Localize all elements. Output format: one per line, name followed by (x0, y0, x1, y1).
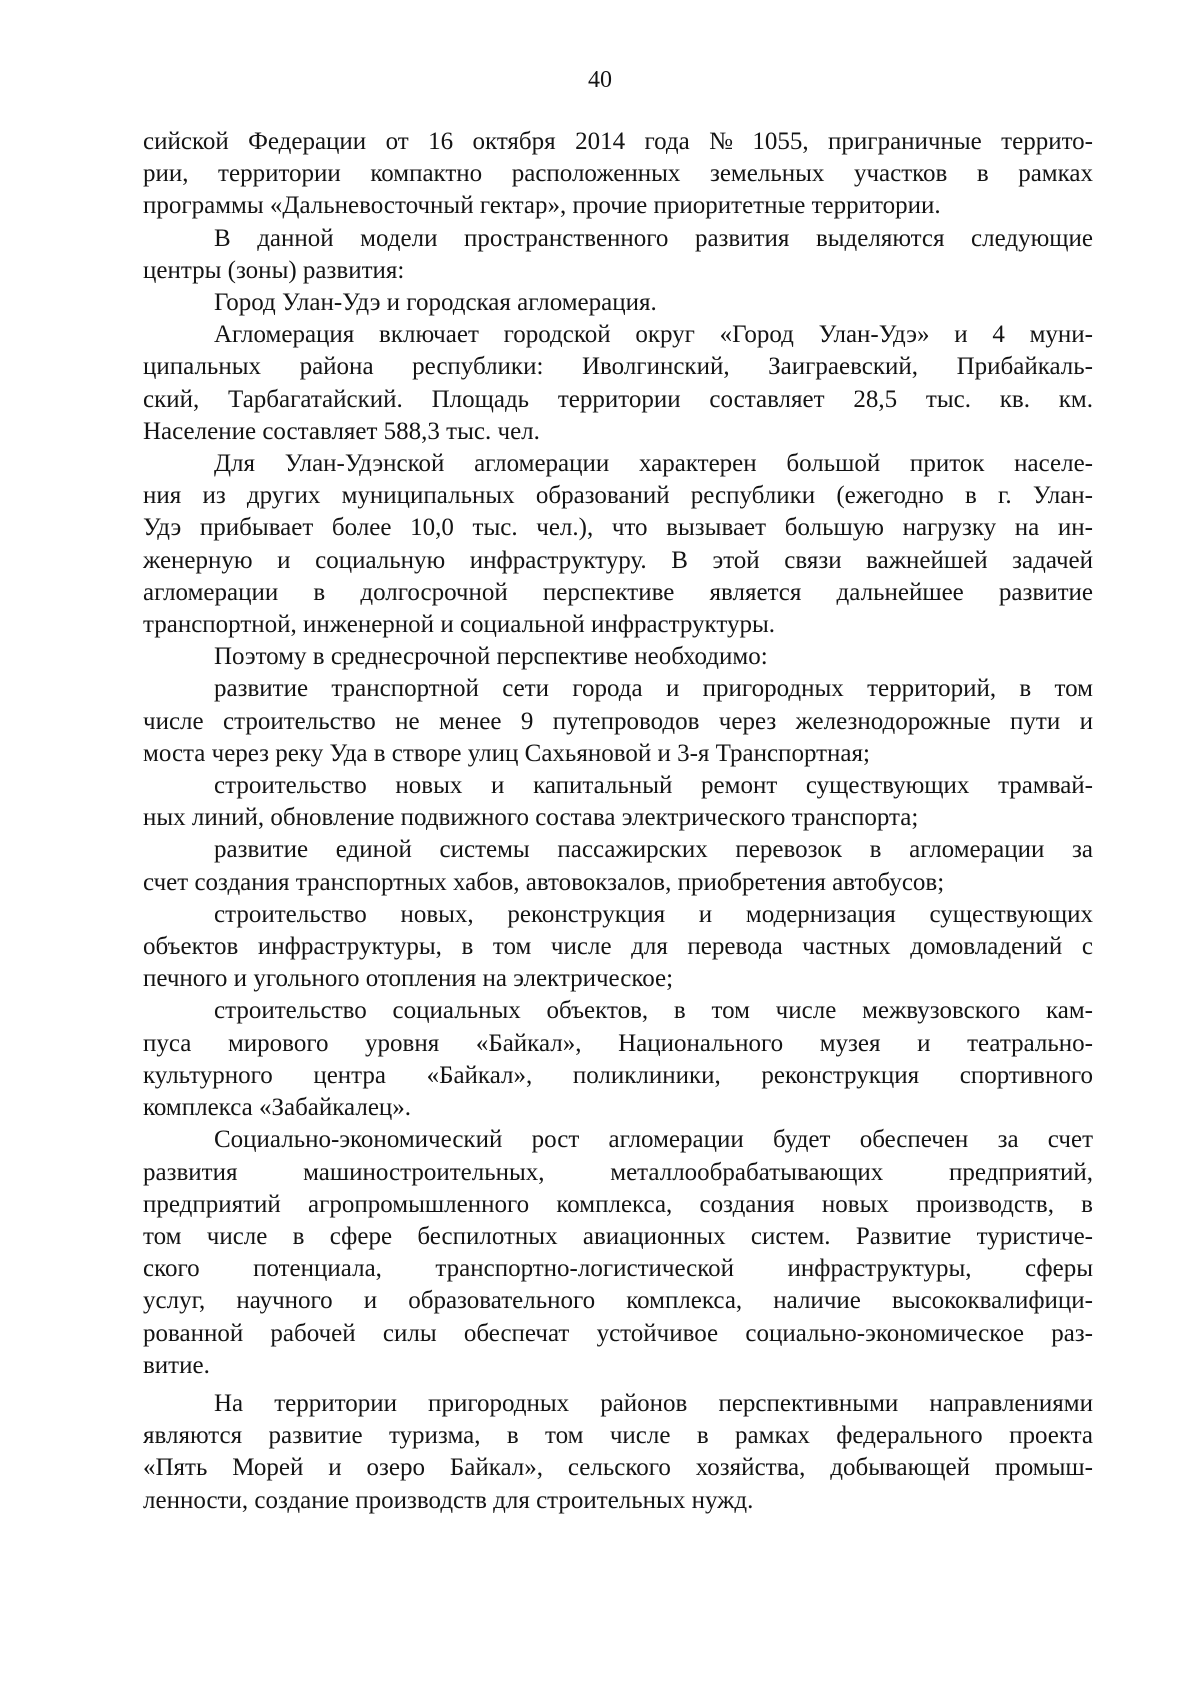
page-number: 40 (588, 67, 612, 93)
text-line: Для Улан-Удэнской агломерации характерен большой приток населе- (214, 450, 1093, 478)
text-line: ципальных района республики: Иволгинский, Заиграевский, Прибайкаль- (143, 353, 1093, 381)
text-line: витие. (143, 1351, 210, 1379)
text-line: пуса мирового уровня «Байкал», Национального музея и театрально- (143, 1029, 1093, 1057)
text-line: ния из других муниципальных образований республики (ежегодно в г. Улан- (143, 482, 1093, 510)
text-line: «Пять Морей и озеро Байкал», сельского хозяйства, добывающей промыш- (143, 1454, 1093, 1482)
text-line: Агломерация включает городской округ «Город Улан-Удэ» и 4 муни- (214, 321, 1093, 349)
text-line: том числе в сфере беспилотных авиационных систем. Развитие туристиче- (143, 1222, 1093, 1250)
text-line: рии, территории компактно расположенных земельных участков в рамках (143, 160, 1093, 188)
text-line: центры (зоны) развития: (143, 256, 405, 284)
text-line: Удэ прибывает более 10,0 тыс. чел.), что вызывает большую нагрузку на ин- (143, 514, 1093, 542)
text-line: развития машиностроительных, металлообрабатывающих предприятий, (143, 1158, 1093, 1186)
document-body (143, 126, 1093, 1517)
text-line: сийской Федерации от 16 октября 2014 года № 1055, приграничные террито- (143, 128, 1093, 155)
text-line: Социально-экономический рост агломерации будет обеспечен за счет (214, 1126, 1093, 1154)
text-line: Город Улан-Удэ и городская агломерация. (214, 289, 657, 317)
text-line: числе строительство не менее 9 путепроводов через железнодорожные пути и (143, 707, 1093, 735)
text-line: развитие транспортной сети города и пригородных территорий, в том (214, 675, 1093, 703)
text-line: Население составляет 588,3 тыс. чел. (143, 417, 540, 445)
text-line: развитие единой системы пассажирских перевозок в агломерации за (214, 836, 1093, 864)
text-line: строительство новых и капитальный ремонт существующих трамвай- (214, 772, 1093, 800)
text-line: счет создания транспортных хабов, автовокзалов, приобретения автобусов; (143, 868, 945, 896)
text-line: услуг, научного и образовательного комплекса, наличие высококвалифици- (143, 1287, 1093, 1315)
text-line: На территории пригородных районов перспективными направлениями (214, 1389, 1093, 1417)
text-line: программы «Дальневосточный гектар», прочие приоритетные территории. (143, 192, 941, 220)
text-line: объектов инфраструктуры, в том числе для перевода частных домовладений с (143, 933, 1093, 961)
text-line: женерную и социальную инфраструктуру. В этой связи важнейшей задачей (143, 546, 1093, 574)
text-line: печного и угольного отопления на электрическое; (143, 965, 674, 993)
text-line: строительство социальных объектов, в том числе межвузовского кам- (214, 997, 1093, 1025)
text-line: ных линий, обновление подвижного состава электрического транспорта; (143, 804, 919, 832)
text-line: транспортной, инженерной и социальной инфраструктуры. (143, 611, 776, 639)
text-line: Поэтому в среднесрочной перспективе необходимо: (214, 643, 768, 671)
text-line: строительство новых, реконструкция и модернизация существующих (214, 900, 1093, 928)
text-line: ленности, создание производств для строительных нужд. (143, 1486, 754, 1514)
text-line: культурного центра «Байкал», поликлиники, реконструкция спортивного (143, 1061, 1093, 1089)
text-line: ского потенциала, транспортно-логистической инфраструктуры, сферы (143, 1255, 1093, 1283)
text-line: ский, Тарбагатайский. Площадь территории составляет 28,5 тыс. кв. км. (143, 385, 1093, 413)
text-line: рованной рабочей силы обеспечат устойчивое социально-экономическое раз- (143, 1319, 1093, 1347)
text-line: комплекса «Забайкалец». (143, 1094, 412, 1122)
text-line: моста через реку Уда в створе улиц Сахьяновой и 3-я Транспортная; (143, 739, 870, 767)
text-line: агломерации в долгосрочной перспективе является дальнейшее развитие (143, 578, 1093, 606)
text-line: В данной модели пространственного развития выделяются следующие (214, 224, 1093, 252)
text-line: являются развитие туризма, в том числе в рамках федерального проекта (143, 1422, 1093, 1450)
text-line: предприятий агропромышленного комплекса, создания новых производств, в (143, 1190, 1093, 1218)
